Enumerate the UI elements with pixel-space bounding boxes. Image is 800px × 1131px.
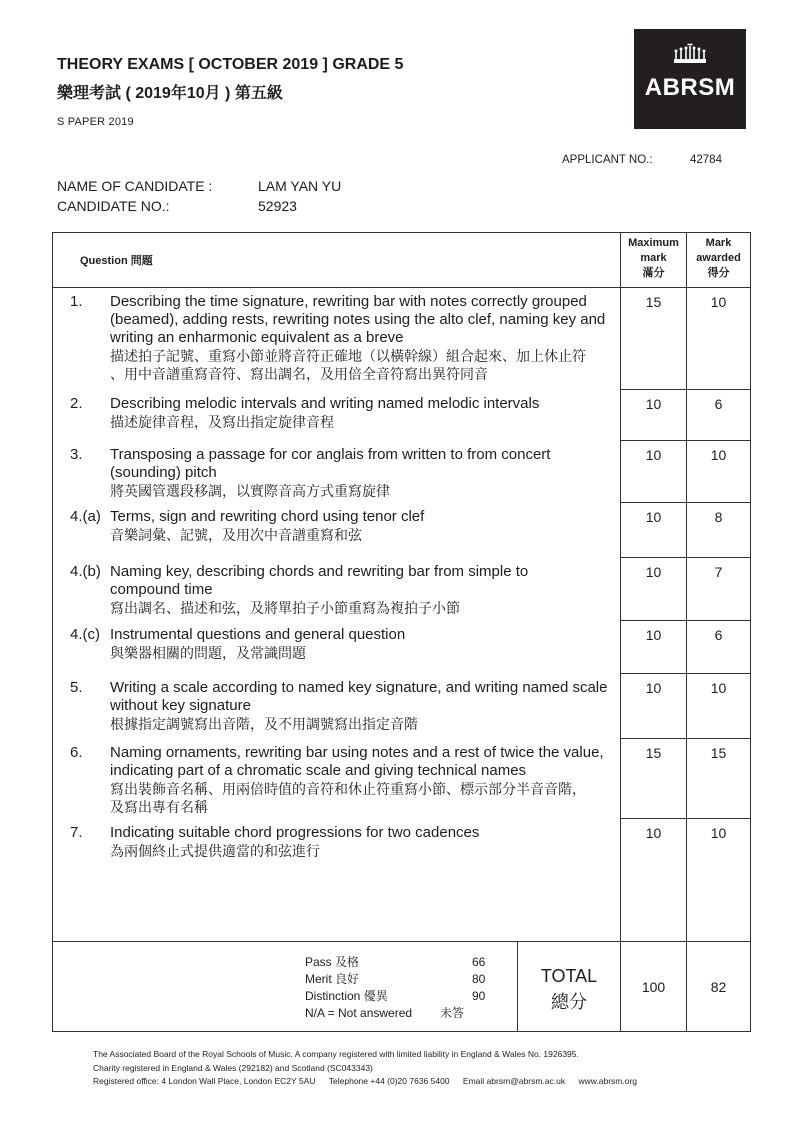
question-description bbox=[110, 395, 620, 431]
question-row-4c bbox=[53, 621, 750, 674]
question-text-line-zh: 及寫出專有名稱 bbox=[110, 799, 208, 815]
candidate-number-label: CANDIDATE NO.: bbox=[57, 198, 170, 214]
maximum-mark-cell: 10 bbox=[620, 621, 686, 674]
question-text-line-zh: 根據指定調號寫出音階，及不用調號寫出指定音階 bbox=[110, 716, 418, 732]
question-number: 4.(c) bbox=[70, 626, 100, 643]
mark-awarded-cell: 6 bbox=[686, 621, 750, 674]
question-row-5 bbox=[53, 674, 750, 739]
question-row-7 bbox=[53, 819, 750, 941]
question-row-2 bbox=[53, 390, 750, 441]
question-number: 6. bbox=[70, 744, 83, 761]
question-text-line-zh: 寫出裝飾音名稱、用兩倍時值的音符和休止符重寫小節、標示部分半音音階， bbox=[110, 781, 586, 797]
candidate-name-value: LAM YAN YU bbox=[258, 178, 342, 194]
question-text-line-en: Describing melodic intervals and writing named melodic intervals bbox=[110, 395, 540, 412]
question-row-4b bbox=[53, 558, 750, 621]
results-table bbox=[52, 232, 751, 1032]
exam-title-zh: 樂理考試 ( 2019年10月 ) 第五級 bbox=[57, 85, 283, 102]
grade-boundaries bbox=[305, 954, 485, 1022]
question-description bbox=[110, 446, 620, 500]
maximum-mark-cell: 10 bbox=[620, 441, 686, 503]
question-number: 2. bbox=[70, 395, 83, 412]
header-line: mark bbox=[640, 252, 667, 264]
table-header-row bbox=[53, 233, 750, 288]
not-answered-label: N/A = Not answered bbox=[305, 1006, 413, 1020]
not-answered-label-zh: 未答 bbox=[440, 1006, 465, 1020]
total-label-en: TOTAL bbox=[540, 966, 598, 986]
question-text-line-zh: 描述旋律音程，及寫出指定旋律音程 bbox=[110, 414, 334, 430]
maximum-mark-cell: 15 bbox=[620, 288, 686, 390]
question-number: 3. bbox=[70, 446, 83, 463]
question-cell bbox=[53, 739, 620, 819]
exam-title-en: THEORY EXAMS [ OCTOBER 2019 ] GRADE 5 bbox=[57, 56, 404, 73]
question-text-line-zh: 、用中音譜重寫音符、寫出調名，及用倍全音符寫出異符同音 bbox=[110, 366, 488, 382]
question-text-line-zh: 與樂器相關的問題，及常識問題 bbox=[110, 645, 306, 661]
question-description bbox=[110, 626, 620, 662]
question-number: 7. bbox=[70, 824, 83, 841]
logo-wordmark: ABRSM bbox=[644, 74, 736, 101]
candidate-name-label: NAME OF CANDIDATE : bbox=[57, 178, 213, 194]
not-answered-note bbox=[305, 1005, 485, 1022]
question-text-line-en: writing an enharmonic equivalent as a breve bbox=[110, 329, 404, 346]
question-text-line-zh: 為兩個終止式提供適當的和弦進行 bbox=[110, 843, 320, 859]
question-cell bbox=[53, 819, 620, 941]
footer bbox=[93, 1048, 637, 1089]
maximum-mark-column-header bbox=[620, 233, 686, 287]
question-text-line-en: Writing a scale according to named key signature, and writing named scale bbox=[110, 679, 608, 696]
question-column-header: Question 問題 bbox=[80, 255, 153, 267]
paper-code: S PAPER 2019 bbox=[57, 116, 134, 128]
total-mark-awarded: 82 bbox=[686, 942, 750, 1031]
question-text-line-en: indicating part of a chromatic scale and giving technical names bbox=[110, 762, 527, 779]
grade-value: 90 bbox=[472, 989, 486, 1003]
mark-awarded-cell: 10 bbox=[686, 441, 750, 503]
footer-company: The Associated Board of the Royal Schools of Music. A company registered with limited liability in England & Wales No. 1926395. bbox=[93, 1049, 579, 1059]
maximum-mark-cell: 10 bbox=[620, 819, 686, 941]
question-description bbox=[110, 508, 620, 544]
question-text-line-en: Naming ornaments, rewriting bar using notes and a rest of twice the value, bbox=[110, 744, 604, 761]
header-line: awarded bbox=[696, 252, 741, 264]
question-cell bbox=[53, 621, 620, 674]
mark-awarded-column-header bbox=[686, 233, 750, 287]
mark-awarded-cell: 7 bbox=[686, 558, 750, 621]
maximum-mark-cell: 10 bbox=[620, 503, 686, 558]
total-label-zh: 總分 bbox=[551, 992, 587, 1012]
applicant-number-label: APPLICANT NO.: bbox=[562, 154, 653, 166]
question-cell bbox=[53, 390, 620, 441]
header-line: 滿分 bbox=[642, 267, 665, 279]
total-label bbox=[518, 963, 620, 1015]
total-row bbox=[53, 941, 750, 1031]
question-cell bbox=[53, 441, 620, 503]
question-number: 5. bbox=[70, 679, 83, 696]
question-description bbox=[110, 744, 620, 816]
question-description bbox=[110, 679, 620, 733]
question-text-line-en: (sounding) pitch bbox=[110, 464, 217, 481]
mark-awarded-cell: 10 bbox=[686, 819, 750, 941]
question-number: 1. bbox=[70, 293, 83, 310]
question-number: 4.(a) bbox=[70, 508, 101, 525]
maximum-mark-cell: 10 bbox=[620, 674, 686, 739]
grade-label: Distinction 優異 bbox=[305, 989, 388, 1003]
question-description bbox=[110, 563, 620, 617]
question-text-line-zh: 音樂詞彙、記號，及用次中音譜重寫和弦 bbox=[110, 527, 362, 543]
grade-value: 80 bbox=[472, 972, 486, 986]
grade-boundary-distinction bbox=[305, 988, 485, 1005]
question-text-line-en: (beamed), adding rests, rewriting notes using the alto clef, naming key and bbox=[110, 311, 606, 328]
question-text-line-en: Indicating suitable chord progressions for two cadences bbox=[110, 824, 480, 841]
question-text-line-en: Terms, sign and rewriting chord using tenor clef bbox=[110, 508, 425, 525]
mark-awarded-cell: 15 bbox=[686, 739, 750, 819]
question-text-line-en: Describing the time signature, rewriting bar with notes correctly grouped bbox=[110, 293, 587, 310]
question-cell bbox=[53, 288, 620, 390]
question-text-line-zh: 寫出調名、描述和弦，及將單拍子小節重寫為複拍子小節 bbox=[110, 600, 460, 616]
grade-value: 66 bbox=[472, 955, 486, 969]
total-maximum-mark: 100 bbox=[620, 942, 686, 1031]
grade-label: Pass 及格 bbox=[305, 955, 360, 969]
question-text-line-en: without key signature bbox=[110, 697, 251, 714]
question-row-3 bbox=[53, 441, 750, 503]
grade-label: Merit 良好 bbox=[305, 972, 360, 986]
question-text-line-en: Transposing a passage for cor anglais from written to from concert bbox=[110, 446, 551, 463]
applicant-number-value: 42784 bbox=[690, 154, 722, 166]
header-line: Mark bbox=[705, 237, 732, 249]
question-description bbox=[110, 824, 620, 860]
crown-icon bbox=[670, 41, 710, 67]
footer-website: www.abrsm.org bbox=[578, 1076, 638, 1086]
question-text-line-en: Instrumental questions and general question bbox=[110, 626, 406, 643]
question-number: 4.(b) bbox=[70, 563, 101, 580]
maximum-mark-cell: 15 bbox=[620, 739, 686, 819]
question-text-line-en: Naming key, describing chords and rewriting bar from simple to bbox=[110, 563, 529, 580]
grade-boundary-merit bbox=[305, 971, 485, 988]
mark-awarded-cell: 8 bbox=[686, 503, 750, 558]
question-cell bbox=[53, 558, 620, 621]
footer-registered-office: Registered office: 4 London Wall Place, London EC2Y 5AU bbox=[93, 1076, 316, 1086]
footer-telephone: Telephone +44 (0)20 7636 5400 bbox=[328, 1076, 450, 1086]
abrsm-logo bbox=[634, 29, 746, 129]
question-cell bbox=[53, 674, 620, 739]
footer-charity: Charity registered in England & Wales (292182) and Scotland (SC043343) bbox=[93, 1062, 373, 1073]
question-cell bbox=[53, 503, 620, 558]
maximum-mark-cell: 10 bbox=[620, 558, 686, 621]
total-summary-cell bbox=[53, 942, 620, 1031]
header-line: 得分 bbox=[707, 267, 730, 279]
mark-awarded-cell: 10 bbox=[686, 674, 750, 739]
grade-boundary-pass bbox=[305, 954, 485, 971]
question-text-line-zh: 將英國管選段移調，以實際音高方式重寫旋律 bbox=[110, 483, 390, 499]
question-text-line-en: compound time bbox=[110, 581, 213, 598]
question-row-6 bbox=[53, 739, 750, 819]
mark-awarded-cell: 10 bbox=[686, 288, 750, 390]
footer-email: Email abrsm@abrsm.ac.uk bbox=[462, 1076, 566, 1086]
header-line: Maximum bbox=[628, 237, 679, 249]
maximum-mark-cell: 10 bbox=[620, 390, 686, 441]
question-description bbox=[110, 293, 620, 383]
candidate-number-value: 52923 bbox=[258, 198, 297, 214]
question-row-4a bbox=[53, 503, 750, 558]
mark-awarded-cell: 6 bbox=[686, 390, 750, 441]
question-text-line-zh: 描述拍子記號、重寫小節並將音符正確地（以橫幹線）組合起來、加上休止符 bbox=[110, 348, 586, 364]
question-row-1 bbox=[53, 288, 750, 390]
footer-contact-line bbox=[93, 1075, 637, 1089]
